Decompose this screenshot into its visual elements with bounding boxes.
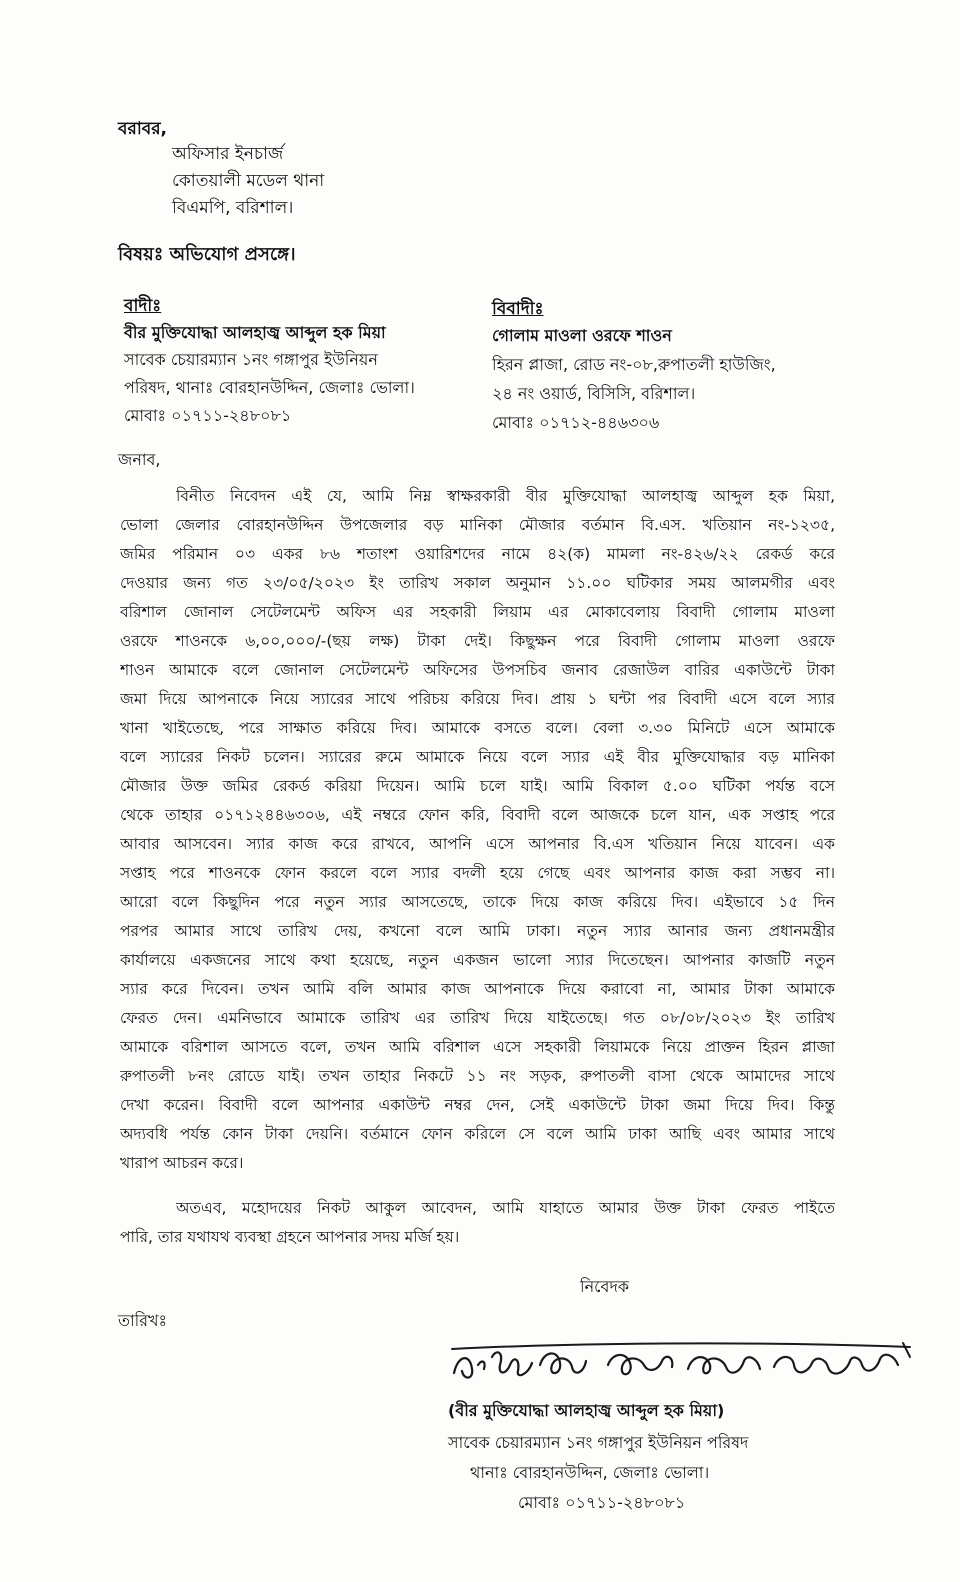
signature-scribble	[448, 1335, 918, 1395]
body-line: রুপাতলী ৮নং রোডে যাই। তখন তাহার নিকটে ১১ নং সড়ক, রুপাতলী বাসা থেকে আমাদের সাথে	[120, 1067, 835, 1085]
signatory-phone: মোবাঃ ০১৭১১-২৪৮০৮১	[518, 1493, 686, 1512]
body-line: ওরফে শাওনকে ৬,০০,০০০/-(ছয় লক্ষ) টাকা দেই। কিছুক্ষন পরে বিবাদী গোলাম মাওলা ওরফে	[120, 632, 835, 650]
complainant-name: বীর মুক্তিযোদ্ধা আলহাজ্ব আব্দুল হক মিয়া	[124, 323, 386, 342]
body-line: বিনীত নিবেদন এই যে, আমি নিম্ন স্বাক্ষরকারী বীর মুক্তিযোদ্ধা আলহাজ্ব আব্দুল হক মিয়া,	[176, 487, 835, 505]
body-line: ভোলা জেলার বোরহানউদ্দিন উপজেলার বড় মানিকা মৌজার বর্তমান বি.এস. খতিয়ান নং-১২৩৫,	[120, 516, 835, 534]
body-line: বলে স্যারের নিকট চলেন। স্যারের রুমে আমাকে নিয়ে বলে স্যার এই বীর মুক্তিযোদ্ধার বড় মানিকা	[120, 748, 835, 766]
recipient-line-1: অফিসার ইনচার্জ	[172, 144, 284, 164]
signatory-name: (বীর মুক্তিযোদ্ধা আলহাজ্ব আব্দুল হক মিয়া)	[448, 1401, 725, 1420]
complainant-address-2: পরিষদ, থানাঃ বোরহানউদ্দিন, জেলাঃ ভোলা।	[124, 378, 415, 397]
applicant-label: নিবেদক	[580, 1277, 630, 1296]
greeting: জনাব,	[118, 450, 161, 469]
body-line: জমির পরিমান ০৩ একর ৮৬ শতাংশ ওয়ারিশদের নামে ৪২(ক) মামলা নং-৪২৬/২২ রেকর্ড করে	[120, 545, 835, 563]
complainant-address-1: সাবেক চেয়ারম্যান ১নং গঙ্গাপুর ইউনিয়ন	[124, 350, 378, 369]
body-line: শাওন আমাকে বলে জোনাল সেটেলমেন্ট অফিসের উপসচিব জনাব রেজাউল বারির একাউন্টে টাকা	[120, 661, 835, 679]
defendant-address-1: হিরন প্লাজা, রোড নং-০৮,রুপাতলী হাউজিং,	[492, 355, 776, 374]
body-line: সপ্তাহ পরে শাওনকে ফোন করলে বলে স্যার বদলী হয়ে গেছে এবং আপনার কাজ করা সম্ভব না।	[120, 864, 835, 882]
body-line: পরপর আমার সাথে তারিখ দেয়, কখনো বলে আমি ঢাকা। নতুন স্যার আনার জন্য প্রধানমন্ত্রীর	[120, 922, 835, 940]
body-line: খানা খাইতেছে, পরে সাক্ষাত করিয়ে দিব। আমাকে বসতে বলে। বেলা ৩.৩০ মিনিটে এসে আমাকে	[120, 719, 835, 737]
recipient-line-3: বিএমপি, বরিশাল।	[172, 198, 294, 218]
date-label: তারিখঃ	[118, 1311, 168, 1330]
signatory-line-1: সাবেক চেয়ারম্যান ১নং গঙ্গাপুর ইউনিয়ন পরিষদ	[448, 1433, 749, 1452]
body-line: অদ্যবধি পর্যন্ত কোন টাকা দেয়নি। বর্তমানে ফোন করিলে সে বলে আমি ঢাকা আছি এবং আমার সাথে	[120, 1125, 835, 1143]
body-line: খারাপ আচরন করে।	[120, 1154, 244, 1172]
body-line: দেওয়ার জন্য গত ২৩/০৫/২০২৩ ইং তারিখ সকাল অনুমান ১১.০০ ঘটিকার সময় আলমগীর এবং	[120, 574, 835, 592]
defendant-address-2: ২৪ নং ওয়ার্ড, বিসিসি, বরিশাল।	[492, 384, 696, 403]
complainant-phone: মোবাঃ ০১৭১১-২৪৮০৮১	[124, 406, 292, 425]
body-line: দেখা করেন। বিবাদী বলে আপনার একাউন্ট নম্বর দেন, সেই একাউন্টে টাকা জমা দিয়ে দিব। কিন্তু	[120, 1096, 835, 1114]
subject-line: বিষয়ঃ অভিযোগ প্রসঙ্গে।	[118, 244, 296, 265]
body-line: আরো বলে কিছুদিন পরে নতুন স্যার আসতেছে, তাকে দিয়ে কাজ করিয়ে দিব। এইভাবে ১৫ দিন	[120, 893, 835, 911]
closing-line: অতএব, মহোদয়ের নিকট আকুল আবেদন, আমি যাহাতে আমার উক্ত টাকা ফেরত পাইতে	[176, 1199, 835, 1217]
body-line: আবার আসবেন। স্যার কাজ করে রাখবে, আপনি এসে আপনার বি.এস খতিয়ান নিয়ে যাবেন। এক	[120, 835, 835, 853]
body-line: স্যার করে দিবেন। তখন আমি বলি আমার কাজ আপনাকে দিয়ে করাবো না, আমার টাকা আমাকে	[120, 980, 835, 998]
body-line: মৌজার উক্ত জমির রেকর্ড করিয়া দিয়েন। আমি চলে যাই। আমি বিকাল ৫.০০ ঘটিকা পর্যন্ত বসে	[120, 777, 835, 795]
body-line: জমা দিয়ে আপনাকে নিয়ে স্যারের সাথে পরিচয় করিয়ে দিব। প্রায় ১ ঘন্টা পর বিবাদী এসে বলে স্যার	[120, 690, 835, 708]
defendant-name: গোলাম মাওলা ওরফে শাওন	[492, 326, 672, 345]
body-line: আমাকে বরিশাল আসতে বলে, তখন আমি বরিশাল এসে সহকারী লিয়ামকে নিয়ে প্রাক্তন হিরন প্লাজা	[120, 1038, 835, 1056]
closing-line: পারি, তার যথাযথ ব্যবস্থা গ্রহনে আপনার সদয় মর্জি হয়।	[120, 1228, 460, 1246]
body-line: ফেরত দেন। এমনিভাবে আমাকে তারিখ এর তারিখ দিয়ে যাইতেছে। গত ০৮/০৮/২০২৩ ইং তারিখ	[120, 1009, 835, 1027]
signatory-line-2: থানাঃ বোরহানউদ্দিন, জেলাঃ ভোলা।	[470, 1463, 710, 1482]
recipient-line-2: কোতয়ালী মডেল থানা	[172, 171, 325, 191]
complainant-label: বাদীঃ	[124, 296, 162, 316]
defendant-phone: মোবাঃ ০১৭১২-৪৪৬৩০৬	[492, 413, 660, 432]
defendant-label: বিবাদীঃ	[492, 299, 544, 319]
body-line: বরিশাল জোনাল সেটেলমেন্ট অফিস এর সহকারী লিয়াম এর মোকাবেলায় বিবাদী গোলাম মাওলা	[120, 603, 835, 621]
salutation: বরাবর,	[118, 119, 168, 139]
body-line: থেকে তাহার ০১৭১২৪৪৬৩০৬, এই নম্বরে ফোন করি, বিবাদী বলে আজকে চলে যান, এক সপ্তাহ পরে	[120, 806, 835, 824]
body-line: কার্যালয়ে একজনের সাথে কথা হয়েছে, নতুন একজন ভালো স্যার দিতেছেন। আপনার কাজটি নতুন	[120, 951, 835, 969]
